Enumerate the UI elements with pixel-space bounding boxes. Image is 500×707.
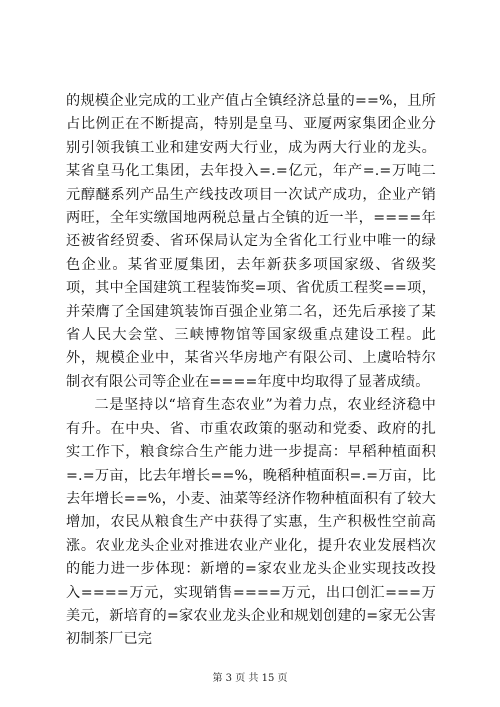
page-number-footer: 第 3 页 共 15 页	[212, 673, 288, 684]
paragraph-continued: 的规模企业完成的工业产值占全镇经济总量的==%，且所占比例正在不断提高，特别是皇马、亚厦两家集团企业分别引领我镇工业和建安两大行业，成为两大行业的龙头。某省皇马化工集团，去年投入=.=亿元，年产=.=万吨二元醇醚系列产品生产线技改项目一次试产成功，企业产销两旺，全年实缴国地两税总量占全镇的近一半，====年还被省经贸委、省环保局认定为全省化工行业中唯一的绿色企业。某省亚厦集团，去年新获多项国家级、省级奖项，其中全国建筑工程装饰奖=项、省优质工程奖==项，并荣膺了全国建筑装饰百强企业第二名，还先后承接了某省人民大会堂、三峡博物馆等国家级重点建设工程。此外，规模企业中，某省兴华房地产有限公司、上虞哈特尔制衣有限公司等企业在====年度中均取得了显著成绩。	[66, 93, 436, 390]
document-body	[66, 90, 436, 652]
paragraph-agriculture: 二是坚持以“培育生态农业”为着力点，农业经济稳中有升。在中央、省、市重农政策的驱动和党委、政府的扎实工作下，粮食综合生产能力进一步提高：早稻种植面积=.=万亩，比去年增长==%，晚稻种植面积=.=万亩，比去年增长==%，小麦、油菜等经济作物种植面积有了较大增加，农民从粮食生产中获得了实惠，生产积极性空前高涨。农业龙头企业对推进农业产业化，提升农业发展档次的能力进一步体现：新增的=家农业龙头企业实现技改投入====万元，实现销售====万元，出口创汇===万美元，新培育的=家农业龙头企业和规划创建的=家无公害初制茶厂已完	[66, 397, 436, 648]
